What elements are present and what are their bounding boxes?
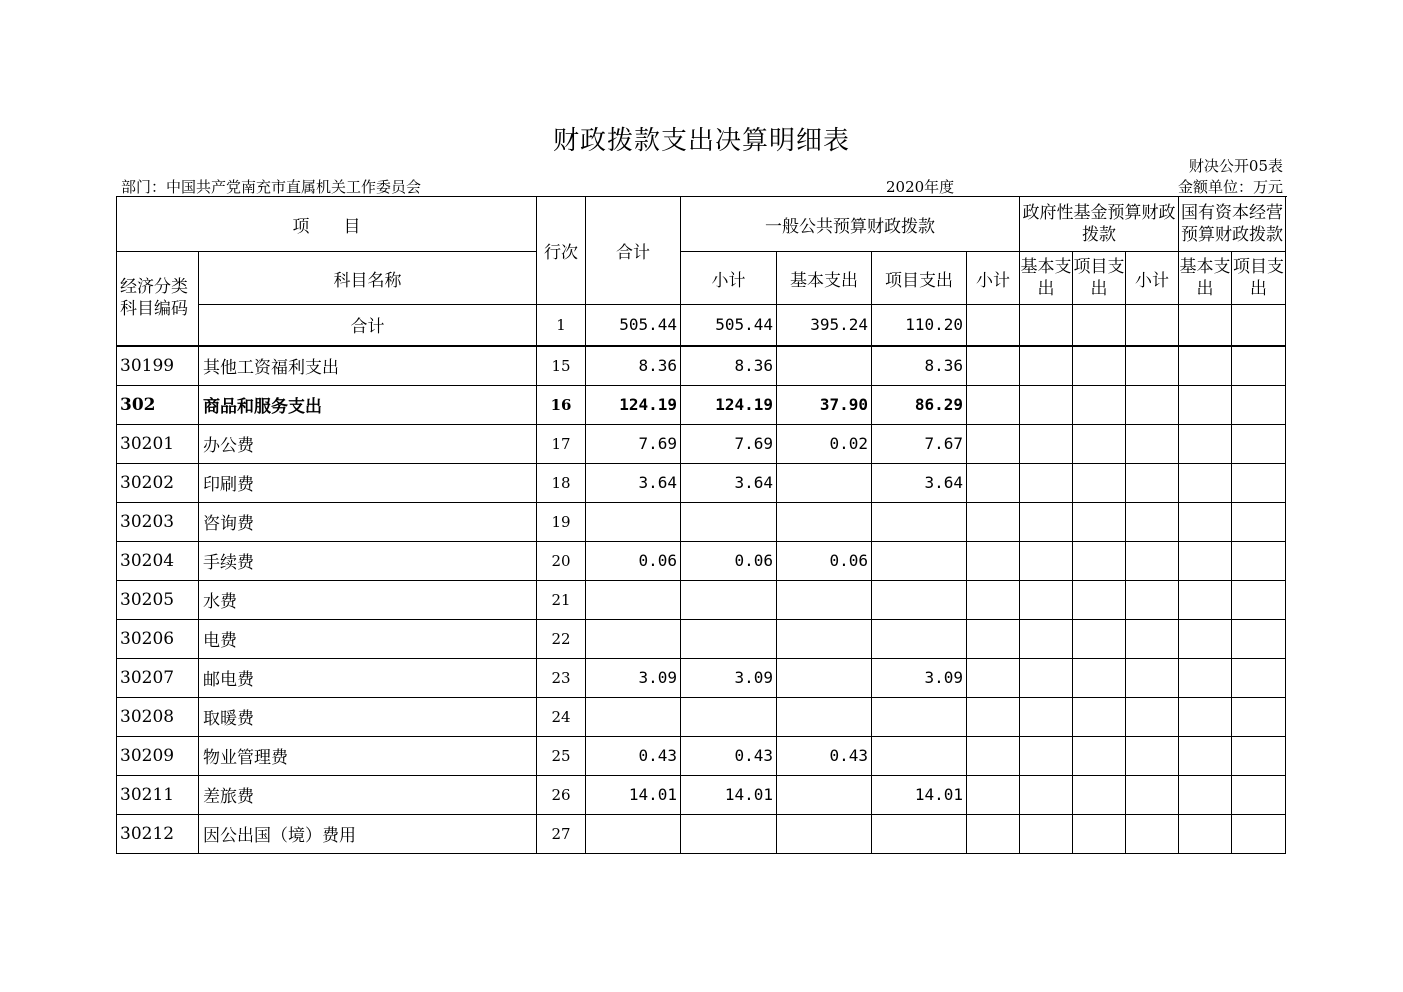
row-line-no: 22 (537, 619, 586, 658)
form-number: 财决公开05表 (1188, 157, 1283, 175)
empty-cell (967, 541, 1020, 580)
row-basic (777, 463, 872, 502)
empty-cell (1073, 463, 1126, 502)
row-subject-name: 取暖费 (199, 697, 537, 736)
table-row (117, 658, 1286, 697)
empty-cell (1020, 424, 1073, 463)
row-subject-name: 水费 (199, 580, 537, 619)
total-basic: 395.24 (777, 305, 872, 346)
table-row (117, 346, 1286, 386)
header-state-capital: 国有资本经营预算财政拨款 (1179, 197, 1286, 252)
row-basic: 0.02 (777, 424, 872, 463)
row-subtotal: 3.09 (681, 658, 777, 697)
row-line-no: 20 (537, 541, 586, 580)
row-total: 3.64 (586, 463, 681, 502)
empty-cell (1232, 502, 1286, 541)
empty-cell (967, 424, 1020, 463)
empty-cell (1179, 619, 1232, 658)
row-subtotal: 124.19 (681, 385, 777, 424)
empty-cell (1020, 502, 1073, 541)
header-sc-basic: 基本支出 (1179, 252, 1232, 305)
row-subtotal: 0.06 (681, 541, 777, 580)
empty-cell (967, 619, 1020, 658)
empty-cell (1179, 814, 1232, 853)
empty-cell (1126, 814, 1179, 853)
empty-cell (1126, 775, 1179, 814)
row-total: 124.19 (586, 385, 681, 424)
table-row (117, 619, 1286, 658)
row-subtotal (681, 697, 777, 736)
row-line-no: 23 (537, 658, 586, 697)
row-basic (777, 697, 872, 736)
empty-cell (1073, 424, 1126, 463)
empty-cell (1179, 385, 1232, 424)
header-general-budget: 一般公共预算财政拨款 (681, 197, 1020, 252)
row-subtotal (681, 580, 777, 619)
empty-cell (1020, 814, 1073, 853)
empty-cell (1073, 775, 1126, 814)
empty-cell (1179, 697, 1232, 736)
total-total: 505.44 (586, 305, 681, 346)
row-subtotal: 3.64 (681, 463, 777, 502)
empty-cell (1179, 305, 1232, 346)
header-sc-project: 项目支出 (1232, 252, 1286, 305)
empty-cell (1073, 814, 1126, 853)
total-project: 110.20 (872, 305, 967, 346)
row-basic: 37.90 (777, 385, 872, 424)
empty-cell (1073, 697, 1126, 736)
empty-cell (1179, 580, 1232, 619)
empty-cell (967, 502, 1020, 541)
empty-cell (1179, 463, 1232, 502)
row-subtotal (681, 814, 777, 853)
row-code: 30209 (117, 736, 199, 775)
row-subject-name: 商品和服务支出 (199, 385, 537, 424)
row-subject-name: 手续费 (199, 541, 537, 580)
row-total (586, 814, 681, 853)
empty-cell (1232, 346, 1286, 386)
row-line-no: 21 (537, 580, 586, 619)
row-basic (777, 580, 872, 619)
header-gf-subtotal: 小计 (967, 252, 1020, 305)
row-project (872, 619, 967, 658)
page-title: 财政拨款支出决算明细表 (552, 126, 850, 156)
empty-cell (967, 697, 1020, 736)
row-line-no: 19 (537, 502, 586, 541)
row-code: 30212 (117, 814, 199, 853)
table-row (117, 424, 1286, 463)
empty-cell (967, 305, 1020, 346)
header-gov-fund: 政府性基金预算财政拨款 (1020, 197, 1179, 252)
row-subtotal: 14.01 (681, 775, 777, 814)
table-header (117, 197, 1286, 346)
row-project (872, 541, 967, 580)
empty-cell (1232, 580, 1286, 619)
empty-cell (1179, 541, 1232, 580)
empty-cell (1232, 424, 1286, 463)
row-subject-name: 咨询费 (199, 502, 537, 541)
row-basic (777, 502, 872, 541)
table-row (117, 580, 1286, 619)
empty-cell (1179, 346, 1232, 386)
empty-cell (1073, 736, 1126, 775)
row-project: 86.29 (872, 385, 967, 424)
empty-cell (1073, 658, 1126, 697)
expenditure-table (116, 196, 1286, 854)
row-code: 30208 (117, 697, 199, 736)
row-project (872, 580, 967, 619)
total-line-no: 1 (537, 305, 586, 346)
empty-cell (1126, 541, 1179, 580)
table-row (117, 697, 1286, 736)
row-subject-name: 差旅费 (199, 775, 537, 814)
header-total: 合计 (586, 197, 681, 305)
row-code: 302 (117, 385, 199, 424)
empty-cell (1232, 775, 1286, 814)
empty-cell (1126, 619, 1179, 658)
row-basic (777, 346, 872, 386)
empty-cell (1126, 305, 1179, 346)
row-subtotal: 7.69 (681, 424, 777, 463)
empty-cell (1179, 658, 1232, 697)
row-project: 3.09 (872, 658, 967, 697)
row-code: 30207 (117, 658, 199, 697)
table-row (117, 736, 1286, 775)
empty-cell (1020, 697, 1073, 736)
row-subject-name: 其他工资福利支出 (199, 346, 537, 386)
empty-cell (1232, 814, 1286, 853)
empty-cell (967, 736, 1020, 775)
empty-cell (1126, 346, 1179, 386)
header-econ-code: 经济分类科目编码 (117, 252, 199, 346)
empty-cell (1232, 619, 1286, 658)
row-line-no: 27 (537, 814, 586, 853)
table-row (117, 775, 1286, 814)
row-project (872, 502, 967, 541)
empty-cell (1126, 424, 1179, 463)
row-subject-name: 邮电费 (199, 658, 537, 697)
row-subject-name: 办公费 (199, 424, 537, 463)
total-subtotal: 505.44 (681, 305, 777, 346)
row-total (586, 502, 681, 541)
row-project: 3.64 (872, 463, 967, 502)
empty-cell (1126, 580, 1179, 619)
header-project: 项目支出 (872, 252, 967, 305)
row-total (586, 619, 681, 658)
row-project (872, 697, 967, 736)
row-total: 7.69 (586, 424, 681, 463)
row-subtotal (681, 502, 777, 541)
empty-cell (1126, 385, 1179, 424)
fiscal-year: 2020年度 (886, 178, 955, 196)
empty-cell (967, 775, 1020, 814)
row-total: 8.36 (586, 346, 681, 386)
row-subtotal (681, 619, 777, 658)
row-project (872, 814, 967, 853)
row-line-no: 15 (537, 346, 586, 386)
empty-cell (1020, 305, 1073, 346)
row-code: 30205 (117, 580, 199, 619)
empty-cell (1020, 619, 1073, 658)
empty-cell (1179, 736, 1232, 775)
empty-cell (1073, 346, 1126, 386)
department-label: 部门：中国共产党南充市直属机关工作委员会 (121, 178, 422, 196)
row-line-no: 24 (537, 697, 586, 736)
empty-cell (1073, 619, 1126, 658)
empty-cell (1179, 502, 1232, 541)
header-line-no: 行次 (537, 197, 586, 305)
empty-cell (1126, 463, 1179, 502)
header-subject-name: 科目名称 (199, 252, 537, 305)
empty-cell (1179, 775, 1232, 814)
row-basic (777, 775, 872, 814)
total-row (117, 305, 1286, 346)
row-basic: 0.06 (777, 541, 872, 580)
row-subtotal: 8.36 (681, 346, 777, 386)
empty-cell (1020, 775, 1073, 814)
table-body (117, 346, 1286, 854)
header-gf-basic: 基本支出 (1020, 252, 1073, 305)
empty-cell (1073, 305, 1126, 346)
row-code: 30206 (117, 619, 199, 658)
row-code: 30204 (117, 541, 199, 580)
row-project (872, 736, 967, 775)
row-total: 3.09 (586, 658, 681, 697)
table-row (117, 502, 1286, 541)
row-basic (777, 619, 872, 658)
row-basic (777, 658, 872, 697)
empty-cell (1073, 502, 1126, 541)
row-total: 0.43 (586, 736, 681, 775)
row-total (586, 697, 681, 736)
empty-cell (1126, 658, 1179, 697)
row-subject-name: 因公出国（境）费用 (199, 814, 537, 853)
empty-cell (1020, 385, 1073, 424)
table-row (117, 385, 1286, 424)
row-project: 7.67 (872, 424, 967, 463)
empty-cell (967, 346, 1020, 386)
empty-cell (1020, 580, 1073, 619)
empty-cell (1020, 736, 1073, 775)
empty-cell (967, 580, 1020, 619)
empty-cell (1232, 697, 1286, 736)
empty-cell (1232, 385, 1286, 424)
empty-cell (1020, 541, 1073, 580)
empty-cell (1073, 385, 1126, 424)
empty-cell (967, 385, 1020, 424)
total-label: 合计 (199, 305, 537, 346)
empty-cell (967, 814, 1020, 853)
header-subtotal: 小计 (681, 252, 777, 305)
empty-cell (1020, 346, 1073, 386)
row-total: 0.06 (586, 541, 681, 580)
header-gf-project: 项目支出 (1073, 252, 1126, 305)
empty-cell (1232, 305, 1286, 346)
empty-cell (1126, 697, 1179, 736)
empty-cell (1073, 580, 1126, 619)
empty-cell (1232, 658, 1286, 697)
row-line-no: 17 (537, 424, 586, 463)
header-basic: 基本支出 (777, 252, 872, 305)
row-code: 30199 (117, 346, 199, 386)
empty-cell (967, 463, 1020, 502)
header-item: 项 目 (117, 197, 537, 252)
row-project: 14.01 (872, 775, 967, 814)
row-line-no: 26 (537, 775, 586, 814)
row-code: 30201 (117, 424, 199, 463)
empty-cell (1232, 736, 1286, 775)
row-total (586, 580, 681, 619)
empty-cell (1073, 541, 1126, 580)
row-line-no: 18 (537, 463, 586, 502)
row-total: 14.01 (586, 775, 681, 814)
amount-unit: 金额单位：万元 (1177, 178, 1283, 196)
table-row (117, 541, 1286, 580)
row-subtotal: 0.43 (681, 736, 777, 775)
row-code: 30203 (117, 502, 199, 541)
empty-cell (967, 658, 1020, 697)
empty-cell (1232, 541, 1286, 580)
empty-cell (1179, 424, 1232, 463)
table-row (117, 814, 1286, 853)
row-line-no: 25 (537, 736, 586, 775)
empty-cell (1232, 463, 1286, 502)
row-subject-name: 印刷费 (199, 463, 537, 502)
row-line-no: 16 (537, 385, 586, 424)
row-project: 8.36 (872, 346, 967, 386)
row-basic (777, 814, 872, 853)
empty-cell (1020, 463, 1073, 502)
empty-cell (1126, 502, 1179, 541)
empty-cell (1126, 736, 1179, 775)
row-basic: 0.43 (777, 736, 872, 775)
row-subject-name: 电费 (199, 619, 537, 658)
row-code: 30211 (117, 775, 199, 814)
header-sc-subtotal: 小计 (1126, 252, 1179, 305)
row-code: 30202 (117, 463, 199, 502)
empty-cell (1020, 658, 1073, 697)
row-subject-name: 物业管理费 (199, 736, 537, 775)
table-row (117, 463, 1286, 502)
